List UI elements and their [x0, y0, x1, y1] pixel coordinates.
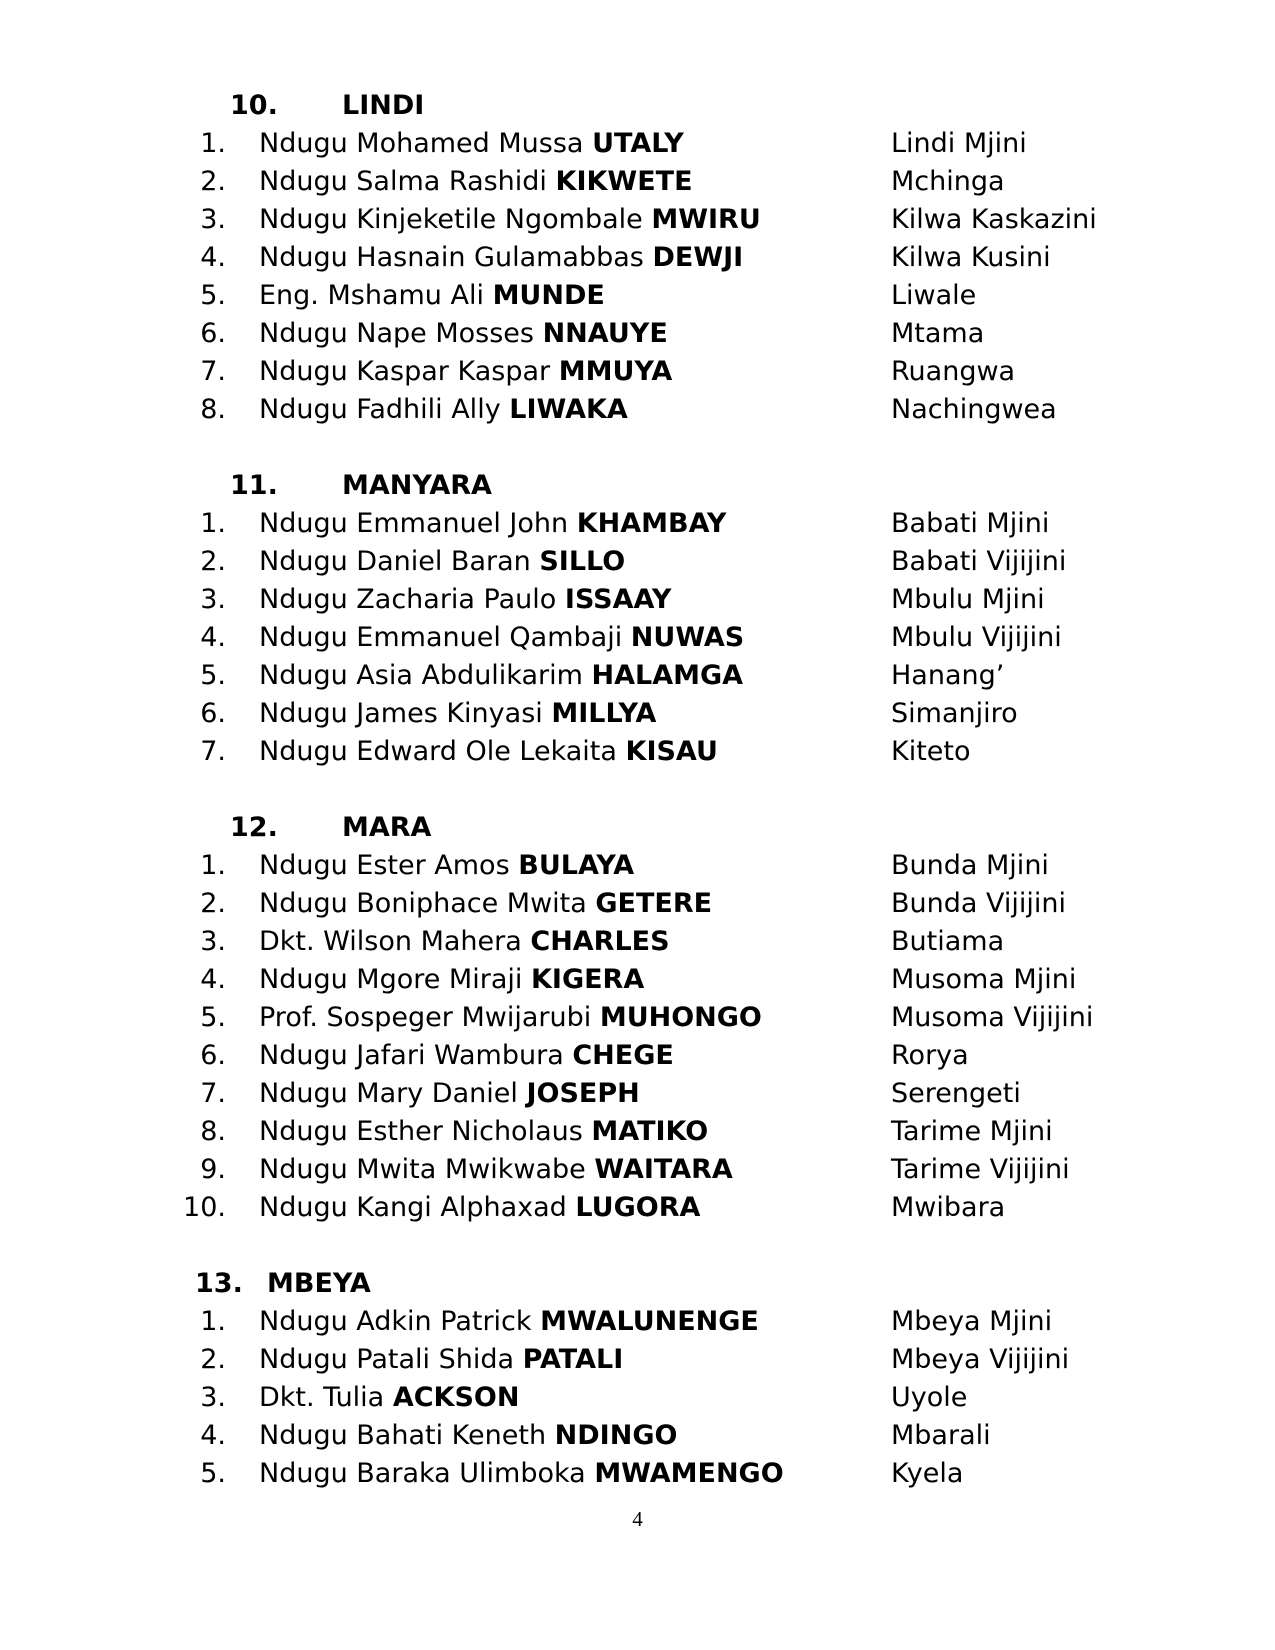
member-given-names: Ndugu Kaspar Kaspar [259, 356, 551, 387]
member-surname: KHAMBAY [576, 508, 727, 539]
member-given-names: Ndugu Mwita Mwikwabe [259, 1154, 586, 1185]
member-name [259, 658, 743, 694]
member-number: 8. [200, 1116, 226, 1147]
member-row [0, 582, 1275, 618]
member-row [0, 506, 1275, 542]
member-constituency: Mbulu Vijijini [891, 622, 1062, 653]
member-name [259, 696, 656, 732]
member-row [0, 164, 1275, 200]
member-surname: HALAMGA [591, 660, 744, 691]
section-name: MBEYA [267, 1268, 371, 1299]
member-constituency: Mbarali [891, 1420, 991, 1451]
member-number: 9. [200, 1154, 226, 1185]
section-name: LINDI [342, 90, 425, 121]
member-given-names: Ndugu Emmanuel John [259, 508, 569, 539]
member-given-names: Ndugu Edward Ole Lekaita [259, 736, 617, 767]
member-number: 6. [200, 698, 226, 729]
member-surname: MILLYA [551, 698, 657, 729]
member-given-names: Ndugu Hasnain Gulamabbas [259, 242, 644, 273]
member-number: 2. [200, 166, 226, 197]
section-number: 12. [230, 812, 278, 843]
member-row [0, 278, 1275, 314]
member-number: 3. [200, 1382, 226, 1413]
member-given-names: Ndugu Mgore Miraji [259, 964, 523, 995]
member-constituency: Serengeti [891, 1078, 1021, 1109]
member-number: 1. [200, 1306, 226, 1337]
member-given-names: Ndugu Baraka Ulimboka [259, 1458, 586, 1489]
member-given-names: Ndugu Mary Daniel [259, 1078, 518, 1109]
member-surname: NDINGO [554, 1420, 678, 1451]
member-given-names: Ndugu Adkin Patrick [259, 1306, 532, 1337]
member-row [0, 240, 1275, 276]
member-name [259, 962, 644, 998]
member-given-names: Ndugu Fadhili Ally [259, 394, 501, 425]
member-name [259, 1038, 674, 1074]
member-name [259, 506, 726, 542]
member-row [0, 886, 1275, 922]
member-surname: KISAU [625, 736, 718, 767]
member-row [0, 126, 1275, 162]
member-constituency: Uyole [891, 1382, 968, 1413]
member-number: 8. [200, 394, 226, 425]
member-surname: MUHONGO [599, 1002, 762, 1033]
member-constituency: Mbeya Mjini [891, 1306, 1053, 1337]
member-row [0, 1038, 1275, 1074]
member-name [259, 848, 634, 884]
member-name [259, 582, 671, 618]
member-surname: CHEGE [572, 1040, 674, 1071]
member-name [259, 1114, 708, 1150]
member-constituency: Bunda Mjini [891, 850, 1049, 881]
member-number: 2. [200, 546, 226, 577]
member-constituency: Liwale [891, 280, 977, 311]
member-constituency: Mwibara [891, 1192, 1006, 1223]
member-constituency: Kilwa Kusini [891, 242, 1051, 273]
member-given-names: Ndugu Boniphace Mwita [259, 888, 587, 919]
member-name [259, 316, 668, 352]
section-name: MANYARA [342, 470, 492, 501]
member-given-names: Ndugu Nape Mosses [259, 318, 534, 349]
member-constituency: Nachingwea [891, 394, 1057, 425]
member-number: 4. [200, 622, 226, 653]
member-number: 10. [183, 1192, 226, 1223]
section-heading-manyara [0, 468, 1275, 504]
member-row [0, 1304, 1275, 1340]
member-surname: PATALI [522, 1344, 624, 1375]
member-name [259, 1342, 623, 1378]
member-given-names: Ndugu Jafari Wambura [259, 1040, 564, 1071]
member-constituency: Babati Mjini [891, 508, 1050, 539]
member-name [259, 202, 761, 238]
member-number: 3. [200, 584, 226, 615]
member-given-names: Dkt. Wilson Mahera [259, 926, 522, 957]
member-name [259, 1380, 519, 1416]
member-row [0, 392, 1275, 428]
member-number: 4. [200, 964, 226, 995]
member-surname: GETERE [595, 888, 713, 919]
member-constituency: Ruangwa [891, 356, 1016, 387]
member-name [259, 1000, 762, 1036]
member-row [0, 1418, 1275, 1454]
member-row [0, 354, 1275, 390]
member-row [0, 924, 1275, 960]
member-constituency: Tarime Vijijini [891, 1154, 1070, 1185]
member-given-names: Prof. Sospeger Mwijarubi [259, 1002, 592, 1033]
member-given-names: Ndugu Bahati Keneth [259, 1420, 547, 1451]
member-row [0, 658, 1275, 694]
member-given-names: Ndugu Asia Abdulikarim [259, 660, 583, 691]
member-surname: LUGORA [575, 1192, 701, 1223]
member-given-names: Ndugu Mohamed Mussa [259, 128, 584, 159]
member-row [0, 1380, 1275, 1416]
member-surname: UTALY [592, 128, 684, 159]
member-surname: ISSAAY [564, 584, 672, 615]
member-number: 1. [200, 128, 226, 159]
member-surname: JOSEPH [526, 1078, 640, 1109]
member-given-names: Ndugu Kinjeketile Ngombale [259, 204, 643, 235]
member-row [0, 1076, 1275, 1112]
member-row [0, 1456, 1275, 1492]
member-row [0, 734, 1275, 770]
member-given-names: Eng. Mshamu Ali [259, 280, 484, 311]
member-surname: KIKWETE [555, 166, 693, 197]
member-number: 1. [200, 850, 226, 881]
member-given-names: Ndugu Emmanuel Qambaji [259, 622, 623, 653]
member-constituency: Kilwa Kaskazini [891, 204, 1097, 235]
member-given-names: Dkt. Tulia [259, 1382, 385, 1413]
member-surname: MWALUNENGE [540, 1306, 759, 1337]
member-constituency: Rorya [891, 1040, 969, 1071]
member-name [259, 1418, 677, 1454]
member-given-names: Ndugu Esther Nicholaus [259, 1116, 583, 1147]
member-surname: MUNDE [492, 280, 605, 311]
member-number: 6. [200, 1040, 226, 1071]
member-constituency: Babati Vijijini [891, 546, 1067, 577]
member-name [259, 734, 718, 770]
member-name [259, 278, 605, 314]
member-number: 2. [200, 1344, 226, 1375]
member-surname: ACKSON [392, 1382, 520, 1413]
page-number: 4 [632, 1507, 643, 1531]
member-surname: LIWAKA [509, 394, 628, 425]
member-given-names: Ndugu Daniel Baran [259, 546, 531, 577]
section-heading-mbeya [0, 1266, 1275, 1302]
member-name [259, 1152, 733, 1188]
member-surname: BULAYA [518, 850, 635, 881]
member-number: 5. [200, 280, 226, 311]
member-constituency: Kyela [891, 1458, 964, 1489]
section-heading-lindi [0, 88, 1275, 124]
member-surname: NUWAS [630, 622, 745, 653]
member-constituency: Musoma Mjini [891, 964, 1077, 995]
member-row [0, 1114, 1275, 1150]
member-constituency: Butiama [891, 926, 1005, 957]
member-surname: NNAUYE [542, 318, 668, 349]
member-name [259, 240, 743, 276]
member-surname: MATIKO [591, 1116, 709, 1147]
member-row [0, 1190, 1275, 1226]
member-row [0, 962, 1275, 998]
member-name [259, 544, 625, 580]
member-given-names: Ndugu Salma Rashidi [259, 166, 547, 197]
member-number: 5. [200, 1458, 226, 1489]
section-name: MARA [342, 812, 432, 843]
member-number: 5. [200, 1002, 226, 1033]
member-surname: MWIRU [651, 204, 761, 235]
member-surname: CHARLES [530, 926, 670, 957]
member-name [259, 392, 628, 428]
member-name [259, 1456, 784, 1492]
member-name [259, 1190, 700, 1226]
member-number: 7. [200, 356, 226, 387]
member-number: 3. [200, 204, 226, 235]
member-constituency: Mbulu Mjini [891, 584, 1045, 615]
member-given-names: Ndugu Patali Shida [259, 1344, 515, 1375]
member-number: 7. [200, 1078, 226, 1109]
member-row [0, 696, 1275, 732]
member-given-names: Ndugu Kangi Alphaxad [259, 1192, 567, 1223]
section-number: 10. [230, 90, 278, 121]
member-name [259, 924, 670, 960]
member-constituency: Lindi Mjini [891, 128, 1027, 159]
member-row [0, 848, 1275, 884]
member-number: 3. [200, 926, 226, 957]
member-number: 1. [200, 508, 226, 539]
member-number: 4. [200, 242, 226, 273]
member-constituency: Mchinga [891, 166, 1005, 197]
member-constituency: Mbeya Vijijini [891, 1344, 1070, 1375]
member-number: 4. [200, 1420, 226, 1451]
member-name [259, 354, 672, 390]
member-number: 5. [200, 660, 226, 691]
member-row [0, 1000, 1275, 1036]
member-constituency: Bunda Vijijini [891, 888, 1067, 919]
member-name [259, 164, 693, 200]
member-surname: SILLO [539, 546, 626, 577]
member-constituency: Simanjiro [891, 698, 1018, 729]
member-row [0, 202, 1275, 238]
member-constituency: Kiteto [891, 736, 971, 767]
member-row [0, 1342, 1275, 1378]
member-given-names: Ndugu Zacharia Paulo [259, 584, 557, 615]
member-row [0, 544, 1275, 580]
section-heading-mara [0, 810, 1275, 846]
member-name [259, 1076, 640, 1112]
member-surname: KIGERA [530, 964, 645, 995]
section-number: 13. [195, 1268, 243, 1299]
member-number: 2. [200, 888, 226, 919]
member-constituency: Hanang’ [891, 660, 1005, 691]
member-name [259, 886, 712, 922]
member-name [259, 620, 744, 656]
member-row [0, 620, 1275, 656]
member-number: 7. [200, 736, 226, 767]
section-number: 11. [230, 470, 278, 501]
member-number: 6. [200, 318, 226, 349]
member-surname: MWAMENGO [594, 1458, 784, 1489]
member-given-names: Ndugu Ester Amos [259, 850, 510, 881]
member-name [259, 126, 684, 162]
member-surname: WAITARA [594, 1154, 733, 1185]
member-name [259, 1304, 759, 1340]
member-constituency: Musoma Vijijini [891, 1002, 1094, 1033]
member-surname: DEWJI [652, 242, 744, 273]
member-row [0, 1152, 1275, 1188]
member-constituency: Tarime Mjini [891, 1116, 1053, 1147]
member-given-names: Ndugu James Kinyasi [259, 698, 543, 729]
member-constituency: Mtama [891, 318, 985, 349]
member-surname: MMUYA [558, 356, 673, 387]
member-row [0, 316, 1275, 352]
